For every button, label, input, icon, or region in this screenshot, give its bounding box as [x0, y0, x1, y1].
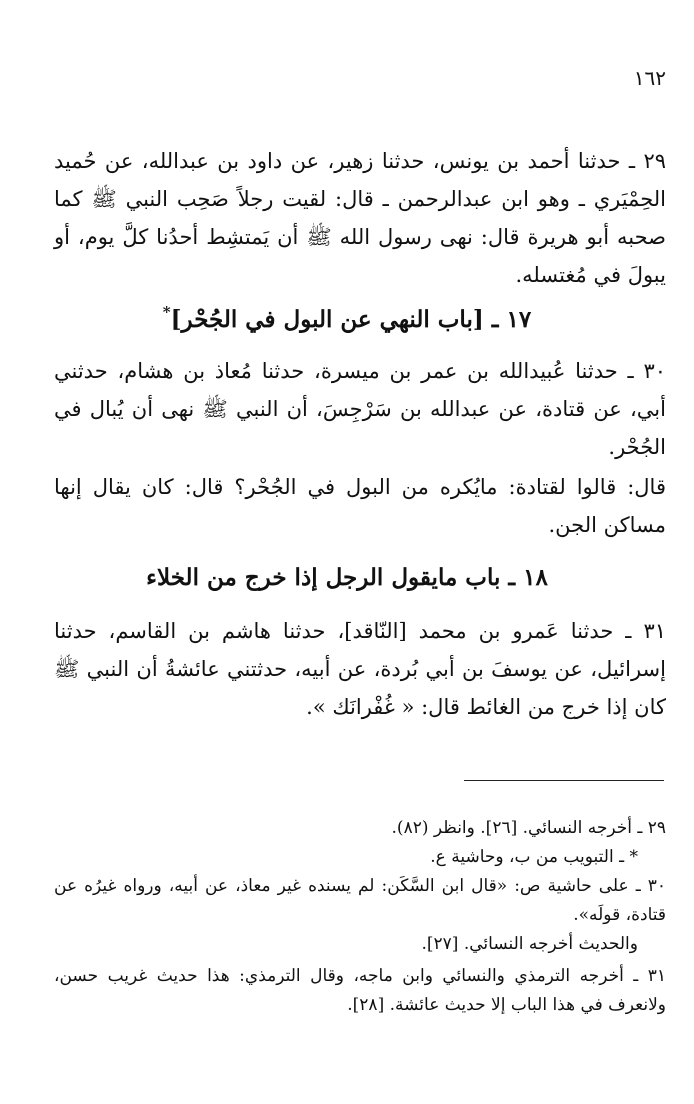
hadith-30-paragraph: ٣٠ ـ حدثنا عُبيدالله بن عمر بن ميسرة، حدثنا مُعاذ بن هشام، حدثني أبي، عن قتادة، عن عبدالله بن سَرْجِسَ، أن النبي ﷺ نهى أن يُبال في الجُحْر.: [54, 359, 666, 459]
footnote-30-continued: والحديث أخرجه النسائي. [٢٧].: [421, 934, 638, 954]
hadith-29-paragraph: ٢٩ ـ حدثنا أحمد بن يونس، حدثنا زهير، عن داود بن عبدالله، عن حُميد الحِمْيَري ـ وهو ابن عبدالرحمن ـ قال: لقيت رجلاً صَحِب النبي ﷺ كما صحبه أبو هريرة قال: نهى رسول الله ﷺ أن يَمتشِط أحدُنا كلَّ يوم، أو يبولَ في مُغتسله.: [54, 149, 666, 287]
chapter-17-title: ١٧ ـ [باب النهي عن البول في الجُحْر]: [170, 306, 532, 333]
chapter-17-heading: [28, 294, 666, 338]
footnote-separator: [464, 780, 664, 781]
hadith-30-qatada-paragraph: قال: قالوا لقتادة: مايُكره من البول في الجُحْر؟ قال: كان يقال إنها مساكن الجن.: [54, 475, 666, 537]
page-number: ١٦٢: [633, 66, 666, 90]
chapter-17-footnote-marker: *: [162, 303, 171, 321]
hadith-31-paragraph: ٣١ ـ حدثنا عَمرو بن محمد [النّاقد]، حدثنا هاشم بن القاسم، حدثنا إسرائيل، عن يوسفَ بن أبي بُردة، عن أبيه، حدثتني عائشةُ أن النبي ﷺ كان إذا خرج من الغائط قال: « غُفْرانَك ».: [54, 619, 666, 719]
footnote-30: ٣٠ ـ على حاشية ص: «قال ابن السَّكَن: لم يسنده غير معاذ، عن أبيه، ورواه غيرُه عن قتادة، قولَه».: [54, 876, 666, 925]
footnote-31: ٣١ ـ أخرجه الترمذي والنسائي وابن ماجه، وقال الترمذي: هذا حديث غريب حسن، ولانعرف في هذا الباب إلا حديث عائشة. [٢٨].: [54, 966, 666, 1015]
footnote-star: * ـ التبويب من ب، وحاشية ع.: [430, 847, 638, 867]
footnote-29: ٢٩ ـ أخرجه النسائي. [٢٦]. وانظر (٨٢).: [391, 818, 666, 838]
chapter-18-heading: ١٨ ـ باب مايقول الرجل إذا خرج من الخلاء: [146, 564, 548, 591]
